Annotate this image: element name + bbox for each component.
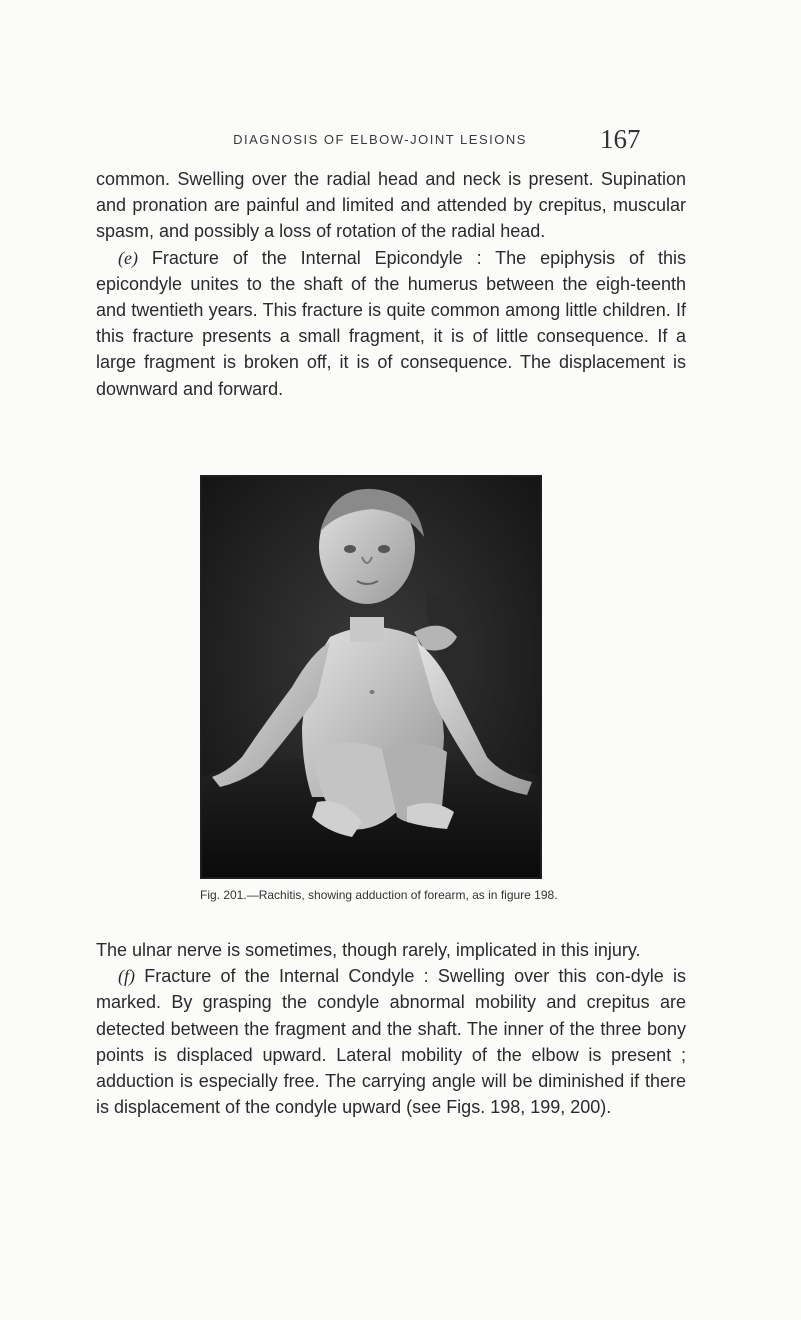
- running-title: DIAGNOSIS OF ELBOW-JOINT LESIONS: [233, 132, 527, 147]
- child-photograph-image: [202, 477, 540, 877]
- paragraph-internal-epicondyle: [96, 245, 686, 402]
- paragraph-body: Fracture of the Internal Epicondyle : The epiphysis of this epicondyle unites to the shaft of the humerus between the eigh-teenth and twentieth years. This fracture is quite common among little children. If this fracture presents a small fragment, it is of little consequence. If a large fragment is broken off, it is of consequence. The displacement is downward and forward.: [96, 247, 686, 399]
- bottom-text-block: [96, 937, 686, 1120]
- paragraph-continued: common. Swelling over the radial head and neck is present. Supination and pronation are painful and limited and attended by crepitus, muscular spasm, and possibly a loss of rotation of the radial head.: [96, 169, 686, 242]
- paragraph-ulnar-nerve: The ulnar nerve is sometimes, though rarely, implicated in this injury.: [96, 940, 641, 960]
- paragraph-body: Fracture of the Internal Condyle : Swelling over this con-dyle is marked. By grasping the condyle abnormal mobility and crepitus are detected between the fragment and the shaft. The inner of the three bony points is displaced upward. Lateral mobility of the elbow is present ; adduction is especially free. The carrying angle will be diminished if there is displacement of the condyle upward (see Figs. 198, 199, 200).: [96, 966, 686, 1118]
- page-number: 167: [600, 124, 641, 154]
- section-label-e: (e): [118, 247, 138, 268]
- figure-caption: Fig. 201.—Rachitis, showing adduction of forearm, as in figure 198.: [200, 888, 558, 902]
- top-text-block: [96, 166, 686, 402]
- figure-photograph: [200, 475, 542, 879]
- section-label-f: (f): [118, 966, 135, 987]
- running-head: [0, 120, 801, 154]
- paragraph-internal-condyle: [96, 963, 686, 1120]
